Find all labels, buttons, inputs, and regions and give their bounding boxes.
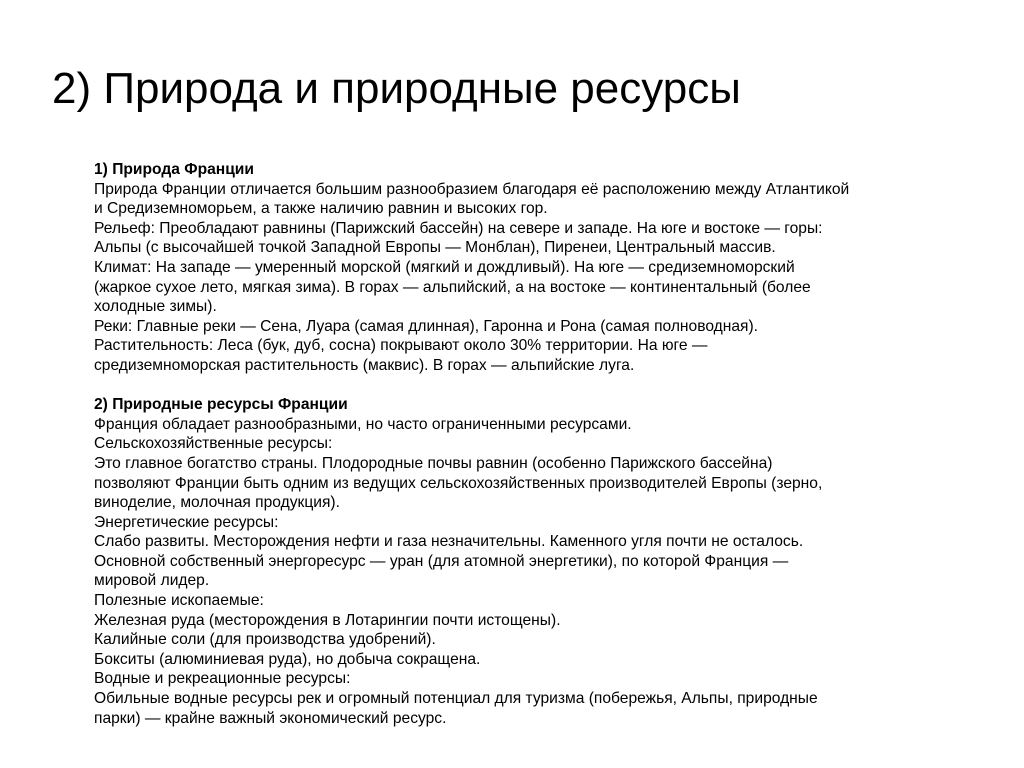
text-line: Железная руда (месторождения в Лотарингии почти истощены). bbox=[94, 611, 561, 629]
section-body-resources bbox=[94, 415, 974, 729]
text-line: Рельеф: Преобладают равнины (Парижский бассейн) на севере и западе. На юге и востоке — горы: bbox=[94, 219, 823, 237]
text-line: Бокситы (алюминиевая руда), но добыча сокращена. bbox=[94, 650, 481, 668]
text-line: и Средиземноморьем, а также наличию равнин и высоких гор. bbox=[94, 200, 548, 218]
text-line: Климат: На западе — умеренный морской (мягкий и дождливый). На юге — средиземноморский bbox=[94, 258, 795, 276]
text-line: холодные зимы). bbox=[94, 298, 217, 316]
section-gap bbox=[94, 376, 974, 396]
slide-title: 2) Природа и природные ресурсы bbox=[52, 64, 741, 113]
text-line: Энергетические ресурсы: bbox=[94, 513, 279, 531]
text-line: Калийные соли (для производства удобрений). bbox=[94, 631, 436, 649]
text-line: Природа Франции отличается большим разнообразием благодаря её расположению между Атлантикой bbox=[94, 180, 850, 198]
text-line: позволяют Франции быть одним из ведущих сельскохозяйственных производителей Европы (зерно, bbox=[94, 474, 823, 492]
text-line: Полезные ископаемые: bbox=[94, 592, 264, 610]
section-body-nature bbox=[94, 180, 974, 376]
text-line: Франция обладает разнообразными, но часто ограниченными ресурсами. bbox=[94, 415, 632, 433]
text-line: (жаркое сухое лето, мягкая зима). В горах — альпийский, а на востоке — континентальный (более bbox=[94, 278, 811, 296]
text-line: парки) — крайне важный экономический ресурс. bbox=[94, 709, 447, 727]
text-line: Альпы (с высочайшей точкой Западной Европы — Монблан), Пиренеи, Центральный массив. bbox=[94, 239, 776, 257]
slide-content bbox=[94, 160, 974, 728]
text-line: мировой лидер. bbox=[94, 572, 210, 590]
text-line: Это главное богатство страны. Плодородные почвы равнин (особенно Парижского бассейна) bbox=[94, 454, 773, 472]
text-line: Слабо развиты. Месторождения нефти и газа незначительны. Каменного угля почти не осталось. bbox=[94, 533, 804, 551]
text-line: Реки: Главные реки — Сена, Луара (самая длинная), Гаронна и Рона (самая полноводная). bbox=[94, 317, 759, 335]
section-heading-nature: 1) Природа Франции bbox=[94, 161, 254, 178]
text-line: Растительность: Леса (бук, дуб, сосна) покрывают около 30% территории. На юге — bbox=[94, 337, 708, 355]
text-line: виноделие, молочная продукция). bbox=[94, 494, 340, 512]
text-line: Сельскохозяйственные ресурсы: bbox=[94, 435, 333, 453]
text-line: Обильные водные ресурсы рек и огромный потенциал для туризма (побережья, Альпы, природные bbox=[94, 690, 818, 708]
text-line: Водные и рекреационные ресурсы: bbox=[94, 670, 351, 688]
text-line: средиземноморская растительность (маквис). В горах — альпийские луга. bbox=[94, 356, 635, 374]
text-line: Основной собственный энергоресурс — уран (для атомной энергетики), по которой Франция — bbox=[94, 552, 789, 570]
section-heading-resources: 2) Природные ресурсы Франции bbox=[94, 396, 348, 414]
